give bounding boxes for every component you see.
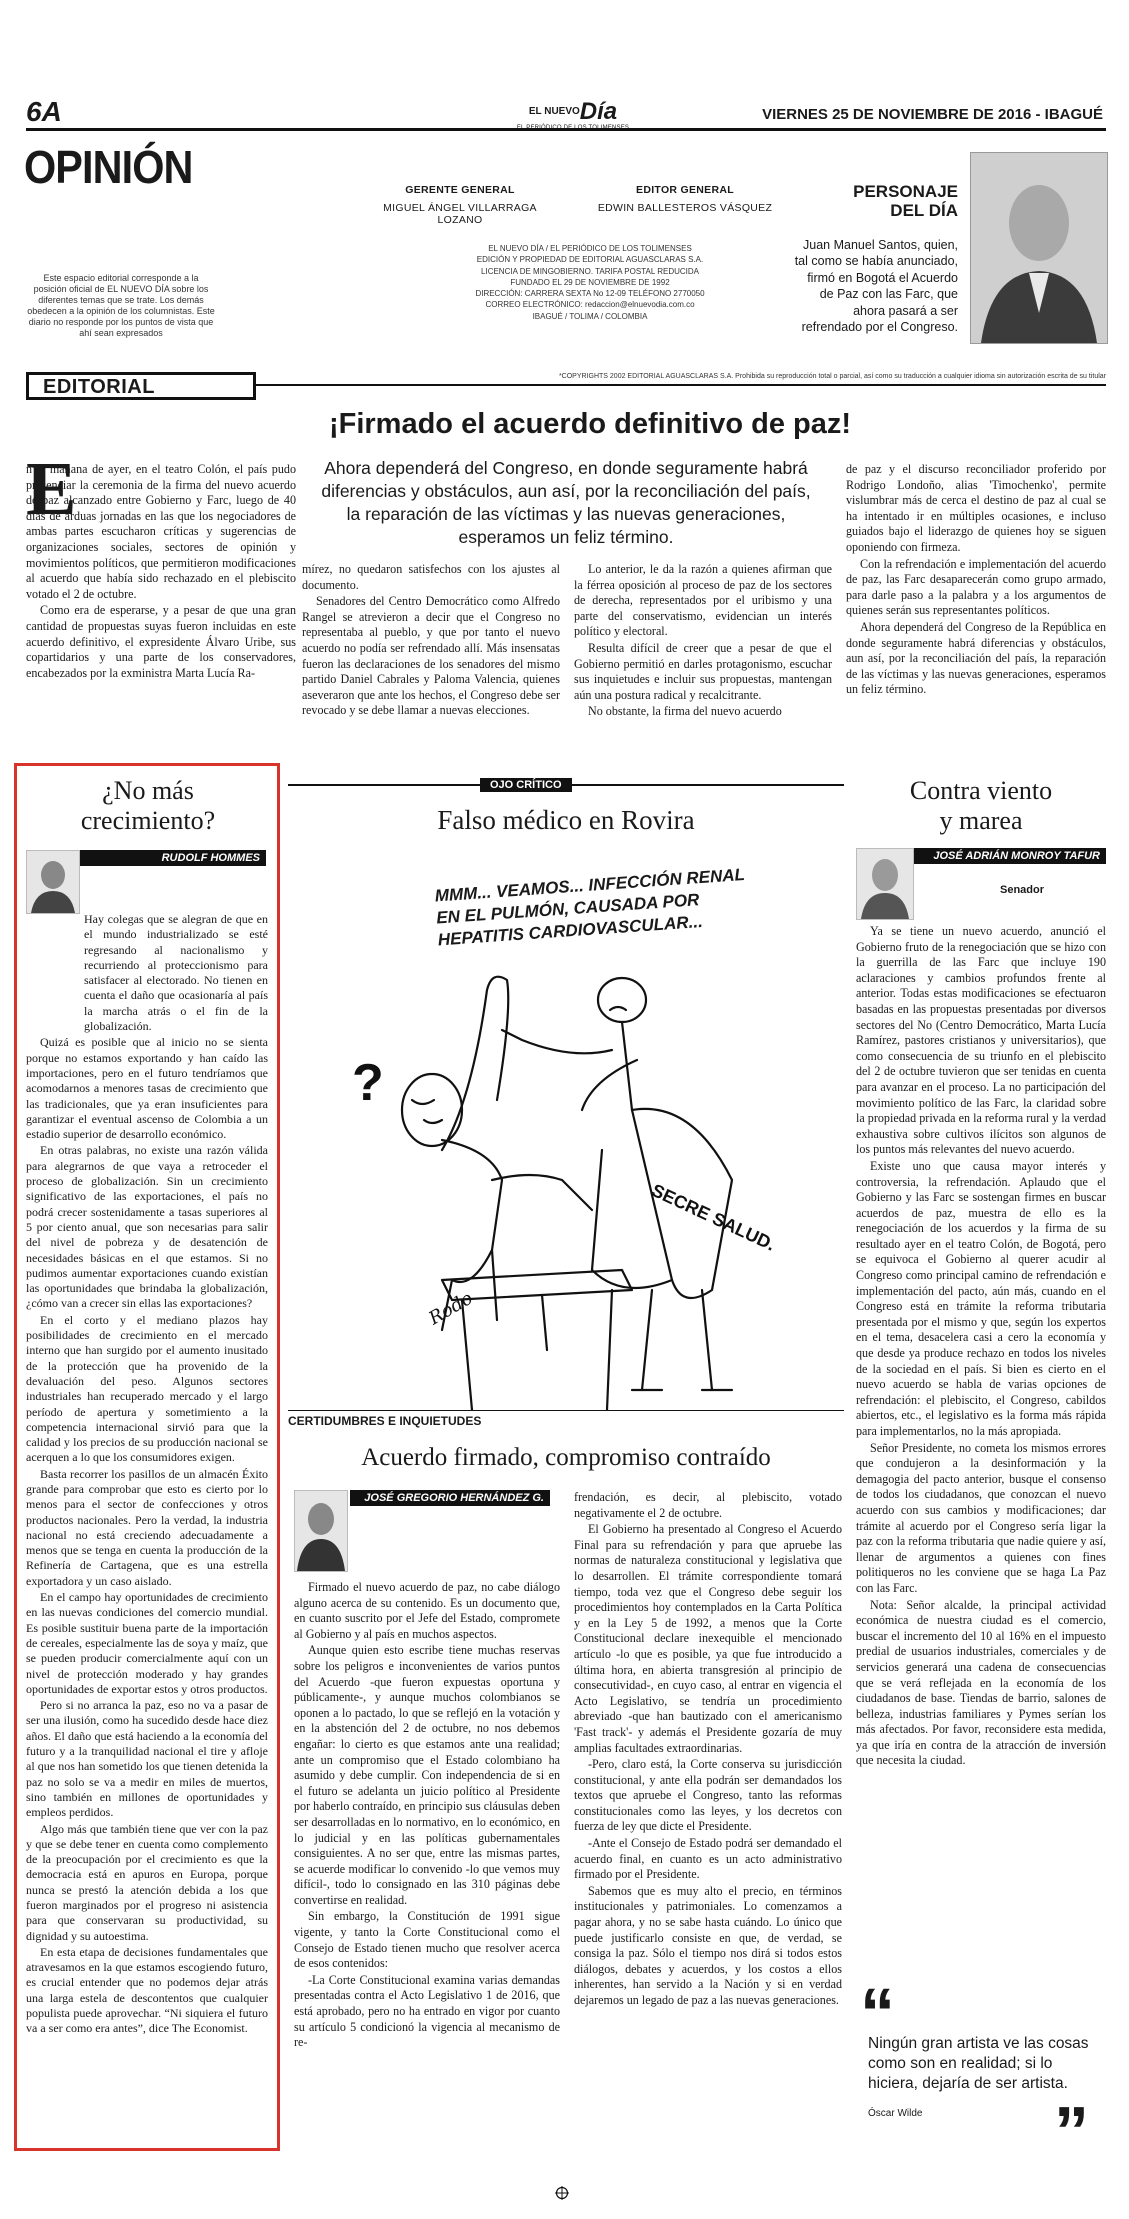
person-portrait-icon (295, 1491, 347, 1571)
quote-close-icon: ” (1054, 2092, 1089, 2170)
newspaper-logo (498, 100, 648, 131)
column-paragraph: Señor Presidente, no cometa los mismos errores que condujeron a la desinformación y la demagogia del pacto anterior, busque el consenso de todos los ciudadanos, que conozcan el nuevo acuerdo con sus cambios y modificaciones; dar trámite al acuerdo por el Congreso sería ligar la paz con la reforma tributaria que nadie quiere y así, llenar de argumentos a quienes con fines politiqueros no les conviene que se haga La Paz con las Farc. (856, 1440, 1106, 1595)
editorial-paragraph: Resulta difícil de creer que a pesar de que el Gobierno permitió en darles protagonismo, escuchar sus inquietudes e incluir sus propuestas, mantengan aún una postura radical y recalcitrante. (574, 640, 832, 702)
author-photo (26, 850, 80, 914)
column-paragraph: frendación, es decir, al plebiscito, votado negativamente el 2 de octubre. (574, 1490, 842, 1520)
column-paragraph: Existe uno que causa mayor interés y controversia, la refrendación. Aplaudo que el Gobierno y las Farc se sostengan firmes en buscar acuerdos de paz, muestra de ello es la renegociación de los acuerdos y la firma de su resultado ayer en el teatro Colón, de Bogotá, pero se equivoca el Gobierno al querer acudir al Congreso como principal camino de refrendación e implementación del pacto, aún más, cuando en el Congreso está en trámite la reforma tributaria presentada por el mismo y que, según los expertos en el tema, desacelera casi a cero la economía y que desde ya produce rechazo en todos los niveles de la sociedad en el país. Si bien es cierto en el nuevo acuerdo se habla de varias opciones de refrendación: el plebiscito, el Congreso, cabildos abiertos, etc., el legislativo es la forma más rápida para implementarlos, no la más apropiada. (856, 1158, 1106, 1438)
imprint-line: EL NUEVO DÍA / EL PERIÓDICO DE LOS TOLIMENSES (488, 244, 692, 253)
certidumbres-author: JOSÉ GREGORIO HERNÁNDEZ G. (350, 1490, 550, 1506)
person-portrait-icon (27, 851, 79, 913)
column-paragraph: Sin embargo, la Constitución de 1991 sigue vigente, y tanto la Corte Constitucional como el Consejo de Estado tienen mucho que resolver acerca de esos contenidos: (294, 1909, 560, 1971)
personaje-title: PERSONAJE (853, 182, 958, 201)
imprint-block (470, 243, 710, 322)
quote-text: Ningún gran artista ve las cosas como son en realidad; si lo hiciera, dejaría de ser artista. (868, 2035, 1089, 2092)
imprint-line: EDICIÓN Y PROPIEDAD DE EDITORIAL AGUASCLARAS S.A. (476, 255, 704, 265)
editorial-paragraph: Como era de esperarse, y a pesar de que una gran cantidad de propuestas suyas fueron incluidas en este acuerdo definitivo, el expresidente Álvaro Uribe, sus copartidarios y una parte de los conservadores, encabezados por la exministra Marta Lucía Ra- (26, 603, 296, 680)
editor-label: EDITOR GENERAL (636, 184, 734, 196)
manager-name: MIGUEL ÁNGEL VILLARRAGA LOZANO (383, 202, 537, 226)
cartoon-coat-text: SECRE SALUD. (648, 1180, 779, 1255)
imprint-line: DIRECCIÓN: CARRERA SEXTA No 12-09 TELÉFONO 2770050 (475, 289, 705, 299)
editorial-dropcap: E (26, 447, 77, 531)
column-paragraph: El Gobierno ha presentado al Congreso el Acuerdo Final para su refrendación y para que apruebe las normas de naturaleza constitucional y legislativa que lo desarrollen. El trámite correspondiente tomará tiempo, toda vez que el Congreso debe seguir los procedimientos hoy contemplados en la Carta Política y en la Ley 5 de 1992, a menos que la Corte Constitucional declare inexequible el mencionado artículo -lo que es posible, ya que fue introducido a última hora, en abierta transgresión al principio de consecutividad-, en cuyo caso, al entrar en vigencia el Acto Legislativo, se tendría un procedimiento abreviado -que han bautizado con el americanismo 'Fast track'- y además el Presidente gozaría de muy amplias facultades extraordinarias. (574, 1522, 842, 1755)
right-column-title (856, 776, 1106, 836)
editorial-headline: ¡Firmado el acuerdo definitivo de paz! (328, 408, 852, 440)
left-column-title: ¿No más crecimiento? (80, 776, 216, 835)
editor-name: EDWIN BALLESTEROS VÁSQUEZ (597, 202, 773, 214)
certidumbres-label: CERTIDUMBRES E INQUIETUDES (288, 1414, 482, 1428)
column-paragraph: -Pero, claro está, la Corte conserva su jurisdicción constitucional, y ante ella podrán ser demandados los textos que apruebe el Congreso, tanto las reformas constitucionales como las leyes, y los decretos con fuerza de ley que dicte el Presidente. (574, 1757, 842, 1834)
column-paragraph: Sabemos que es muy alto el precio, en términos institucionales y patrimoniales. Lo comenzamos a pagar ahora, y no se sabe hasta cuándo. Lo único que puede justificarlo consiste en que, de verdad, se consiga la paz. Sólo el tiempo nos dirá si todos estos diálogos, debates y acuerdos, y los costos a ellos inherentes, han servido a la Nación y si en verdad dejaremos un legado de paz a las nuevas generaciones. (574, 1883, 842, 2007)
editorial-disclaimer: Este espacio editorial corresponde a la posición oficial de EL NUEVO DÍA sobre los diferentes temas que se trate. Los demás obedecen a la opinión de los columnistas. Este diario no responde por los puntos de vista que ahí sean expresados (27, 273, 215, 338)
certidumbres-rule (288, 1410, 844, 1411)
quote-author: Óscar Wilde (868, 2108, 923, 2119)
column-paragraph: Algo más que también tiene que ver con la paz y que se debe tener en cuenta como complemento de la preocupación por el crecimiento es que la democracia está en apuros en Europa, porque nunca se prestó la atención debida a los que fueron marginados por el progreso ni asistencia para que conservaran su productividad, su dignidad y su autoestima. (26, 1821, 268, 1943)
column-paragraph: Aunque quien esto escribe tiene muchas reservas sobre los peligros e inconvenientes de varios puntos del Acuerdo -que fueron expuestas oportuna y públicamente-, y aunque muchos colombianos se oponen a lo pactado, lo que se reflejó en la votación y en la abstención del 2 de octubre, no nos debemos engañar: lo cierto es que estamos ante una realidad; ante un compromiso que el Estado colombiano ha asumido y debe cumplir. Con independencia de si en el futuro se adelanta un juicio político al Presidente por haberlo contraído, en principio sus cláusulas deben ser desarrolladas en lo normativo, en lo económico, en lo judicial y en las políticas gubernamentales consiguientes. A no ser que, entre las mismas partes, se acuerde modificar lo convenido -lo que vemos muy difícil-, todo lo consignado en las 310 páginas debe convertirse en realidad. (294, 1643, 560, 1907)
editorial-paragraph: Con la refrendación e implementación del acuerdo de paz, las Farc desaparecerán como grupo armado, para darle paso a la palabra y a los argumentos de quienes serán sus representantes políticos. (846, 556, 1106, 618)
left-column-body (26, 912, 268, 2144)
column-paragraph: Ya se tiene un nuevo acuerdo, anunció el Gobierno fruto de la renegociación que se hizo con la guerrilla de las Farc que incluye 190 aclaraciones y cambios profundos frente al anterior. Todas estas modificaciones se efectuaron basadas en las propuestas presentadas por diversos sectores del No (Centro Democrático, Marta Lucía Ramírez, pastores cristianos y universitarios), que como consecuencia de su triunfo en el plebiscito del 2 de octubre tuvieron que ser tenidas en cuenta para avanzar en el proceso. La no participación del movimiento político de las Farc, la claridad sobre la propiedad privada en la reforma rural y la verdad exhaustiva sobre cultivos ilícitos son algunos de los puntos más relevantes del nuevo acuerdo. (856, 924, 1106, 1157)
certidumbres-title: Acuerdo firmado, compromiso contraído (361, 1444, 771, 1471)
person-portrait-icon (857, 849, 913, 919)
page-number: 6A (26, 96, 62, 127)
column-paragraph: Basta recorrer los pasillos de un almacén Éxito grande para comprobar que esto es cierto por lo menos para el sector de confecciones y otros productos nacionales. Pero la verdad, la industria nacional no está creciendo adecuadamente a menos que se tenga en cuenta la producción de la Refinería de Cartagena, que es una estrella exportadora y un caso aislado. (26, 1466, 268, 1588)
logo-prefix: EL NUEVO (528, 106, 580, 117)
editorial-column-3 (574, 562, 832, 762)
author-photo (856, 848, 914, 920)
column-paragraph: Nota: Señor alcalde, la principal actividad económica de nuestra ciudad es el comercio, buscar el incremento del 10 al 16% en el impuesto predial de usuarios industriales, comerciales y de servicios generará una cadena de consecuencias que se verá reflejada en la economía de los ciudadanos de base. Tiendas de barrio, salones de belleza, industrias familiares y Pymes serían los más afectados. Por favor, reconsidere esta medida, ya que iría en contra de la atracción de inversión que necesita la ciudad. (856, 1597, 1106, 1768)
editorial-paragraph: Senadores del Centro Democrático como Alfredo Rangel se atrevieron a decir que el Congreso no representaba al pueblo, y que por tanto el nuevo acuerdo no podía ser refrendado allí. Más insensatas fueron las declaraciones de los senadores del mismo partido Daniel Cabrales y Paloma Valencia, quienes aseveraron que ante los hechos, el Congreso debe ser revocado y se debe llamar a nuevas elecciones. (302, 594, 560, 718)
person-portrait-icon (971, 153, 1107, 343)
personaje-del-dia (818, 182, 958, 220)
author-photo (294, 1490, 348, 1572)
right-column-title-line: y marea (939, 806, 1023, 835)
right-column-author: JOSÉ ADRIÁN MONROY TAFUR (914, 848, 1106, 864)
certidumbres-column-2 (574, 1490, 842, 2140)
editorial-paragraph: Ahora dependerá del Congreso de la República en donde seguramente habrá diferencias y obstáculos, aun así, por la reconciliación del país, la reparación de las víctimas y las nuevas generaciones, esperamos un feliz término. (846, 619, 1106, 697)
column-paragraph: En otras palabras, no existe una razón válida para alegrarnos de que vaya a retroceder el proceso de globalización. Sin un crecimiento significativo de las exportaciones, el país no podrá crecer sostenidamente a tasas superiores al 5 por ciento anual, que son necesarias para salir del nivel de pobreza y de desatención de necesidades básicas en el que estamos. Si no pudimos aumentar exportaciones cuando existían las oportunidades que brindaba la globalización, ¿cómo van a crecer sin ellas las exportaciones? (26, 1143, 268, 1311)
column-paragraph: Hay colegas que se alegran de que en el mundo industrializado se esté regresando al nacionalismo y recurriendo al proteccionismo para satisfacer al electorado. No tienen en cuenta el daño que ocasionaría al país la marcha atrás o el fin de la globalización. (84, 912, 268, 1034)
left-column-author: RUDOLF HOMMES (80, 850, 266, 866)
right-column-title-line: Contra viento (909, 776, 1053, 805)
editorial-column-1 (26, 462, 296, 762)
editorial-paragraph: mírez, no quedaron satisfechos con los ajustes al documento. (302, 562, 560, 592)
column-paragraph: Pero si no arranca la paz, eso no va a pasar de ser una ilusión, como ha sucedido desde hace diez años. El daño que está haciendo a la economía del futuro y a la tranquilidad nacional el tire y afloje al que nos han sometido los que tienen detenida la paz no solo se va a medir en miles de muertos, sino también en millones de oportunidades y empleos perdidos. (26, 1698, 268, 1820)
copyright-note: *COPYRIGHTS 2002 EDITORIAL AGUASCLARAS S.A. Prohibida su reproducción total o parcial, así como su traducción a cualquier idioma sin autorización escrita de su titular (558, 373, 1106, 380)
column-paragraph: -La Corte Constitucional examina varias demandas presentadas contra el Acto Legislativo 1 de 2016, que está aprobado, pero no ha entrado en vigor por cuanto su artículo 5 condicionó la vigencia al mecanismo de re- (294, 1972, 560, 2050)
column-paragraph: En el campo hay oportunidades de crecimiento en las nuevas condiciones del comercio mundial. Es posible sustituir buena parte de la importación de cereales, especialmente las de soya y maíz, que se pueden producir comercialmente aquí con un nivel de protección moderado y hay grandes oportunidades de exportar estos y otros productos. (26, 1590, 268, 1696)
registration-mark-icon (555, 2186, 569, 2200)
issue-date: VIERNES 25 DE NOVIEMBRE DE 2016 - IBAGUÉ (762, 106, 1103, 123)
column-paragraph: Quizá es posible que al inicio no se sienta porque no estamos exportando y han caído las importaciones, pero en el futuro tendríamos que acomodarnos a menores tasas de crecimiento que las tradicionales, que ya eran insuficientes para garantizar el eventual ascenso de Colombia a un estadio superior de desarrollo económico. (26, 1035, 268, 1142)
editorial-label-box (26, 372, 256, 400)
editorial-paragraph: n la mañana de ayer, en el teatro Colón, el país pudo presenciar la ceremonia de la firma del nuevo acuerdo de paz alcanzado entre Gobierno y Farc, luego de 40 días de arduas jornadas en las que los negociadores de ambas partes escucharon críticas y sugerencias de organizaciones sociales, sectores de opinión y movimientos políticos, que permitieron modificaciones al acuerdo que había sido rechazado en el plebiscito votado el 2 de octubre. (26, 462, 296, 601)
personaje-title-2: DEL DÍA (890, 201, 958, 220)
right-column-author-role: Senador (1000, 884, 1045, 896)
editorial-column-2 (302, 562, 560, 762)
logo-suffix: Día (579, 98, 618, 125)
cartoon (292, 850, 842, 1410)
column-paragraph: En el corto y el mediano plazos hay posibilidades de crecimiento en el mercado interno que han surgido por el aumento inusitado de la protección que ha provenido de la devaluación del peso. Algunos sectores industriales han recuperado mercado y el largo período de apertura y sometimiento a la competencia internacional sirvió para que la calidad y los precios de su producción nacional se acerquen a lo que los consumidores exigen. (26, 1312, 268, 1465)
column-paragraph: En esta etapa de decisiones fundamentales que atravesamos en la que estamos escogiendo futuro, es crucial entender que no podemos dejar atrás una larga estela de descontentos que cualquier populista puede aprovechar. “Ni siquiera el futuro va a ser como era antes”, dice The Economist. (26, 1944, 268, 2036)
imprint-line: IBAGUÉ / TOLIMA / COLOMBIA (532, 311, 648, 321)
imprint-line: CORREO ELECTRÓNICO: redaccion@elnuevodia.com.co (485, 300, 695, 310)
editorial-deck: Ahora dependerá del Congreso, en donde seguramente habrá diferencias y obstáculos, aun así, por la reconciliación del país, la reparación de las víctimas y las nuevas generaciones, esperamos un feliz término. (321, 458, 811, 547)
manager-label: GERENTE GENERAL (405, 184, 515, 196)
editorial-rule (256, 384, 1106, 386)
column-paragraph: Firmado el nuevo acuerdo de paz, no cabe diálogo alguno acerca de su contenido. Es un documento que, en cuanto suscrito por el Jefe del Estado, compromete al Gobierno y al país en muchos aspectos. (294, 1580, 560, 1641)
section-title: OPINIÓN (24, 141, 193, 193)
cartoon-question-mark: ? (352, 1054, 384, 1112)
column-paragraph: -Ante el Consejo de Estado podrá ser demandado el acuerdo final, en cuanto es un acto administrativo firmado por el Presidente. (574, 1836, 842, 1882)
certidumbres-column-1 (294, 1580, 560, 2140)
editorial-paragraph: de paz y el discurso reconciliador proferido por Rodrigo Londoño, alias 'Timochenko', permite vislumbrar más de cerca el destino de paz al cual se ha intentado ir en múltiples ocasiones, e incluso guiados bajo el liderazgo de quienes hoy se siguen oponiendo con firmeza. (846, 462, 1106, 554)
imprint-line: FUNDADO EL 29 DE NOVIEMBRE DE 1992 (510, 277, 670, 287)
editorial-paragraph: No obstante, la firma del nuevo acuerdo (588, 704, 782, 719)
staff-editor (590, 184, 780, 214)
staff-manager (370, 184, 550, 226)
editorial-column-4 (846, 462, 1106, 762)
editorial-label: EDITORIAL (43, 376, 155, 398)
imprint-line: LICENCIA DE MINGOBIERNO. TARIFA POSTAL REDUCIDA (481, 266, 699, 276)
ojo-critico-label: OJO CRÍTICO (480, 778, 572, 792)
cartoon-signature: Rodo (425, 1287, 477, 1330)
cartoon-title: Falso médico en Rovira (437, 805, 695, 835)
personaje-text: Juan Manuel Santos, quien, tal como se había anunciado, firmó en Bogotá el Acuerdo de Paz con las Farc, que ahora pasará a ser refrendado por el Congreso. (794, 238, 958, 335)
masthead-rule (26, 128, 1106, 131)
personaje-photo (970, 152, 1108, 344)
right-column-body (856, 924, 1106, 1986)
quote-open-icon: “ (860, 1974, 895, 2052)
editorial-paragraph: Lo anterior, le da la razón a quienes afirman que la férrea oposición al proceso de paz de los sectores de derecha, representados por el uribismo y una parte del conservatismo, evidencian un interés político y electoral. (574, 562, 832, 639)
cartoon-speech: MMM... VEAMOS... INFECCIÓN RENAL EN EL PULMÓN, CAUSADA POR HEPATITIS CARDIOVASCULAR... (434, 864, 746, 950)
